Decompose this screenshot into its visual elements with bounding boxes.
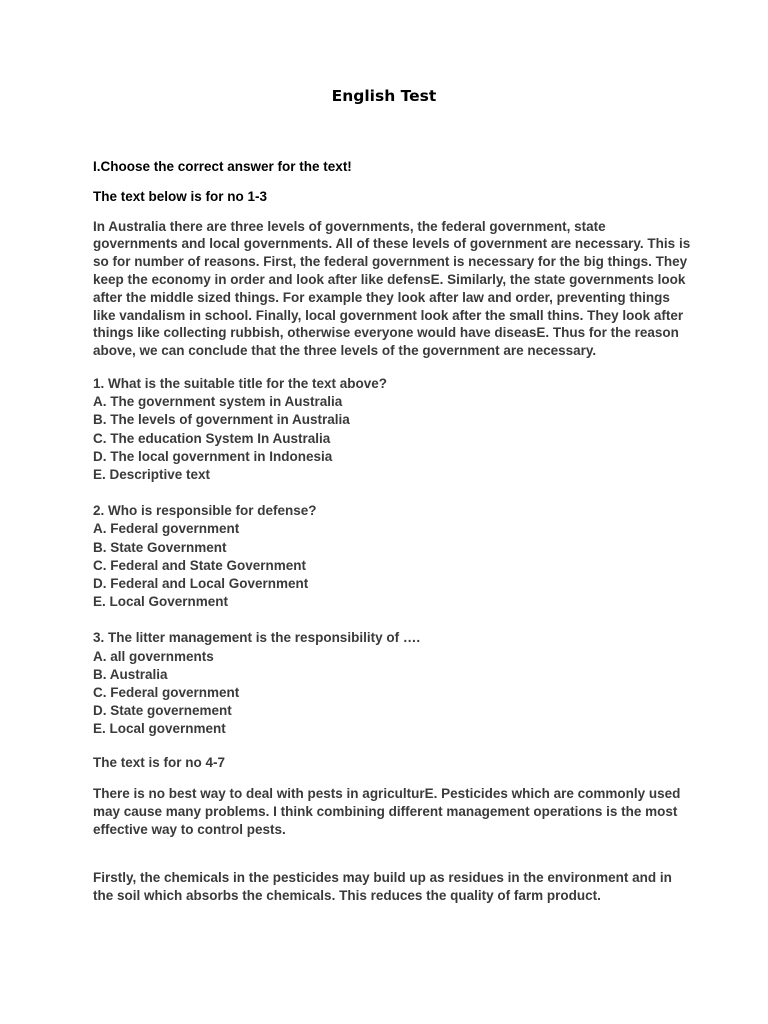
- question-text: 1. What is the suitable title for the text above?: [93, 375, 388, 391]
- page-title: English Test: [331, 87, 437, 105]
- option: A. The government system in Australia: [93, 394, 343, 410]
- question-2: [93, 502, 693, 611]
- paragraph-3: Firstly, the chemicals in the pesticides may build up as residues in the environment and in the soil which absorbs the chemicals. This reduces the quality of farm product.: [93, 869, 672, 903]
- option: D. Federal and Local Government: [93, 576, 309, 591]
- option: B. Australia: [93, 666, 168, 682]
- option: E. Local government: [93, 721, 226, 737]
- paragraph-1: In Australia there are three levels of governments, the federal government, state governments and local governments. All of these levels of government are necessary. This is so for number of reasons. First, the federal government is necessary for the big things. They keep the economy in order and look after like defensE. Similarly, the state governments look after the middle sized things. For example they look after law and order, preventing things like vandalism in school. Finally, local government look after the small thins. They look after things like collecting rubbish, otherwise everyone would have diseasE. Thus for the reason above, we can conclude that the three levels of the government are necessary.: [93, 218, 691, 359]
- text1-heading: The text below is for no 1-3: [93, 188, 268, 204]
- question-3: [93, 629, 693, 738]
- option: C. Federal and State Government: [93, 557, 307, 573]
- option: C. Federal government: [93, 685, 240, 701]
- option: D. The local government in Indonesia: [93, 448, 333, 464]
- question-text: 2. Who is responsible for defense?: [93, 503, 317, 519]
- document-content: [93, 158, 693, 904]
- option: A. all governments: [93, 648, 214, 664]
- question-1: [93, 375, 693, 484]
- option: B. The levels of government in Australia: [93, 412, 350, 428]
- option: A. Federal government: [93, 521, 240, 537]
- option: B. State Government: [93, 539, 227, 555]
- text2-heading: The text is for no 4-7: [93, 754, 226, 770]
- question-text: 3. The litter management is the responsibility of ….: [93, 630, 421, 646]
- option: D. State governement: [93, 703, 232, 719]
- section-heading: I.Choose the correct answer for the text!: [93, 159, 352, 174]
- option: C. The education System In Australia: [93, 430, 331, 446]
- option: E. Descriptive text: [93, 466, 211, 482]
- option: E. Local Government: [93, 594, 229, 610]
- paragraph-2: There is no best way to deal with pests in agriculturE. Pesticides which are commonly used may cause many problems. I think combining different management operations is the most effective way to control pests.: [93, 786, 681, 838]
